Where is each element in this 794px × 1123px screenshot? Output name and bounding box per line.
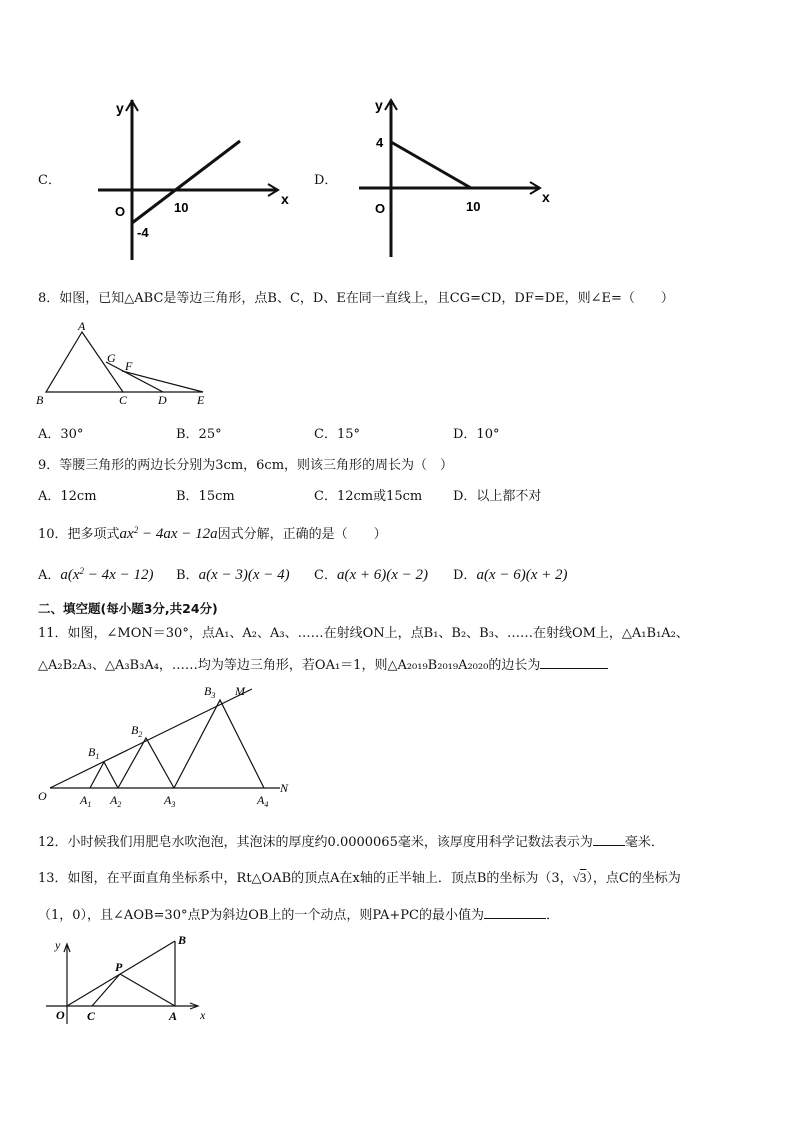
q8-option-c[interactable]: C．15° [314, 427, 360, 442]
graph-option-c [90, 95, 300, 265]
y-label: y [116, 100, 124, 116]
q8-option-b[interactable]: B．25° [176, 427, 222, 442]
triangle-2 [118, 738, 174, 788]
function-line [391, 142, 471, 188]
q10-option-d[interactable]: D．a(x − 6)(x + 2) [453, 567, 568, 583]
label-b3: $B_3$ [204, 684, 216, 700]
segment-gd [106, 362, 163, 392]
q12-answer-blank[interactable] [593, 833, 625, 846]
q13-line2: （1，0），且∠AOB=30°点P为斜边OB上的一个动点，则PA+PC的最小值为 ． [38, 908, 559, 923]
x-label: x [281, 191, 289, 207]
origin-label: O [115, 204, 126, 219]
section-title: 二、填空题(每小题3分,共24分) [38, 601, 218, 616]
q13-answer-blank[interactable] [484, 906, 546, 919]
label-n: N [280, 781, 289, 795]
q13-line1: 13．如图，在平面直角坐标系中，Rt△OAB的顶点A在x轴的正半轴上．顶点B的坐标为（3，√3），点C的坐标为 [38, 870, 681, 886]
y-tick-label: -4 [137, 225, 149, 240]
q8-text: 8．如图，已知△ABC是等边三角形，点B、C，D、E在同一直线上，且CG=CD，DF=DE，则∠E=（ ） [38, 291, 674, 306]
label-a: A [78, 320, 86, 333]
segment-pa [120, 974, 175, 1006]
label-c: C [119, 393, 128, 407]
q9-option-a[interactable]: A．12cm [38, 489, 97, 504]
q10-line [38, 526, 387, 543]
q9-option-b[interactable]: B．15cm [176, 489, 235, 504]
label-p: P [115, 960, 123, 974]
label-b2: $B_2$ [131, 723, 143, 739]
label-g: G [107, 351, 116, 365]
q11-line1: 11．如图，∠MON＝30°，点A₁、A₂、A₃、……在射线ON上，点B₁、B₂、B₃、……在射线OM上，△A₁B₁A₂、 [38, 626, 689, 641]
label-b: B [36, 393, 44, 407]
q8-option-d[interactable]: D．10° [453, 427, 500, 442]
y-tick-label: 4 [376, 135, 384, 150]
q11-line2: △A₂B₂A₃、△A₃B₃A₄，……均为等边三角形，若OA₁＝1，则△A₂₀₁₉B₂₀₁₉A₂₀₂₀的边长为 [38, 656, 608, 674]
q9-text: 9．等腰三角形的两边长分别为3cm，6cm，则该三角形的周长为（ ） [38, 458, 454, 473]
q13-figure [40, 930, 220, 1030]
label-a4: $A_4$ [257, 793, 269, 809]
x-tick-label: 10 [466, 199, 481, 214]
label-o: O [56, 1008, 65, 1022]
label-a: A [169, 1009, 178, 1023]
label-m: M [235, 684, 245, 698]
sqrt-3: √3 [572, 870, 587, 885]
q8-figure [30, 320, 220, 410]
label-f: F [125, 359, 133, 373]
q10-option-b[interactable]: B．a(x − 3)(x − 4) [176, 567, 290, 583]
x-label: x [542, 189, 550, 205]
q10-polynomial: $ax^2 - 4ax - 12a$ [119, 525, 218, 542]
origin-label: O [375, 201, 386, 216]
segment-cp [92, 974, 120, 1006]
q10-suffix: 因式分解，正确的是（ ） [217, 527, 387, 542]
q12-line: 12．小时候我们用肥皂水吹泡泡，其泡沫的厚度约0.0000065毫米，该厚度用科学记数法表示为 毫米． [38, 835, 664, 850]
label-b: B [178, 933, 187, 947]
segment-fe [122, 371, 203, 392]
label-y: y [55, 938, 61, 952]
x-tick-label: 10 [174, 200, 189, 215]
q9-option-d[interactable]: D．以上都不对 [453, 489, 542, 504]
label-a3: $A_3$ [164, 793, 176, 809]
label-e: E [197, 393, 205, 407]
label-o: O [38, 789, 47, 803]
option-c-label: C． [38, 173, 61, 188]
q10-option-c[interactable]: C．a(x + 6)(x − 2) [314, 567, 428, 583]
graph-option-d [355, 95, 555, 265]
label-d: D [158, 393, 167, 407]
q11-figure [30, 680, 300, 810]
y-label: y [375, 97, 383, 113]
q8-option-a[interactable]: A．30° [38, 427, 84, 442]
label-c: C [87, 1009, 96, 1023]
label-a2: $A_2$ [110, 793, 122, 809]
label-b1: $B_1$ [88, 745, 100, 761]
q9-option-c[interactable]: C．12cm或15cm [314, 489, 423, 504]
q11-answer-blank[interactable] [540, 656, 608, 669]
q10-prefix: 10．把多项式 [38, 527, 120, 542]
q10-option-a[interactable]: A．$a(x^2 - 4x - 12)$ [38, 566, 154, 583]
label-a1: $A_1$ [80, 793, 92, 809]
option-d-label: D． [314, 173, 338, 188]
triangle-3 [174, 700, 264, 788]
label-x: x [200, 1008, 206, 1022]
